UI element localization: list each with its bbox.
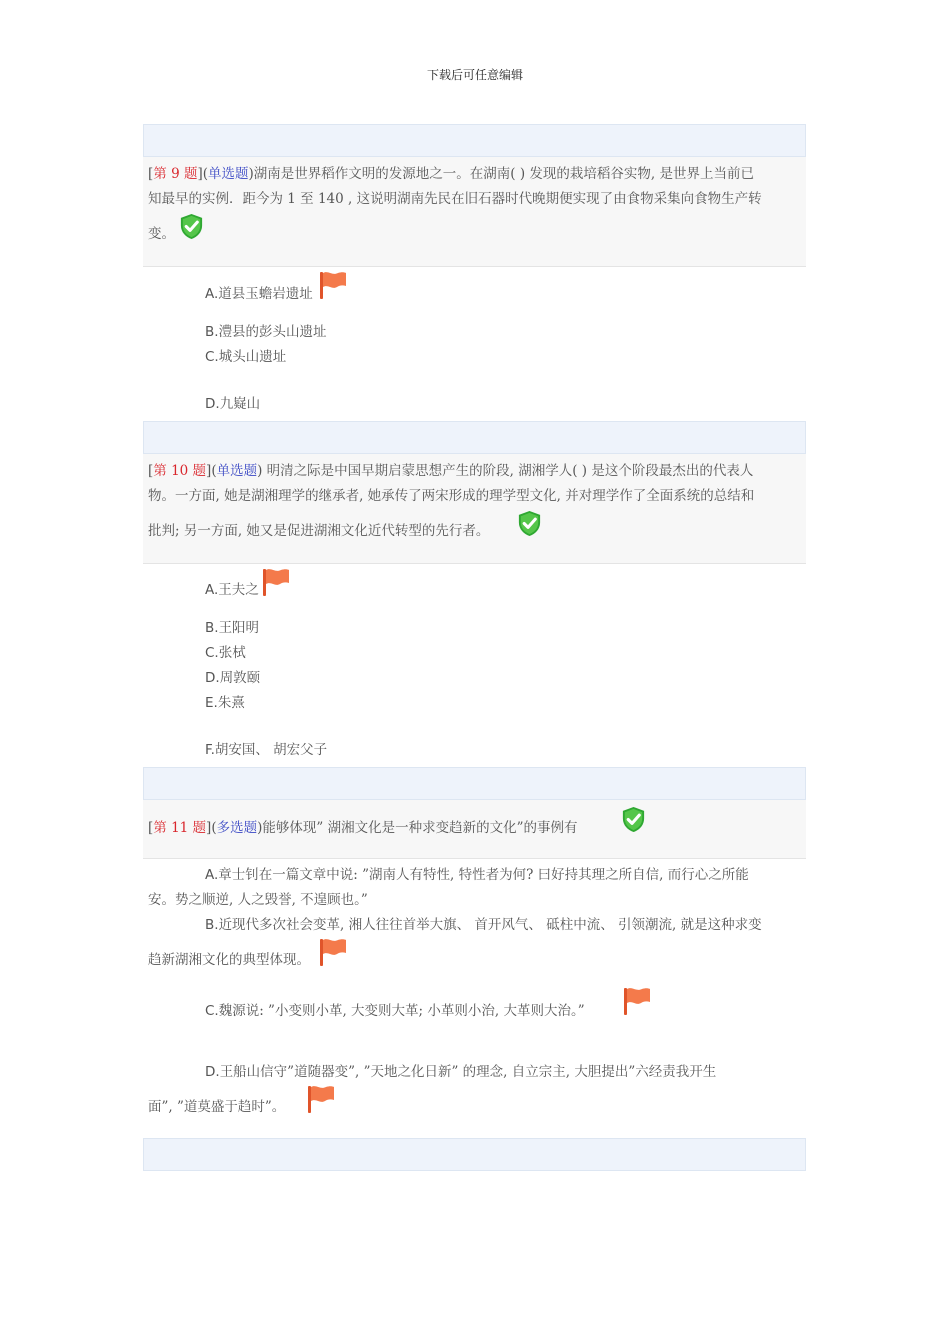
option-b[interactable] xyxy=(205,618,259,638)
bracket: ) xyxy=(257,463,263,479)
bracket: [ xyxy=(148,820,154,836)
option-text: 王夫之 xyxy=(218,582,259,598)
question-type: 多选题 xyxy=(216,820,258,836)
flag-icon xyxy=(306,1084,336,1114)
option-letter: D. xyxy=(205,670,220,686)
option-d[interactable] xyxy=(148,1060,803,1120)
question-line: 能够体现” 湖湘文化是一种求变趋新的文化”的事例有 xyxy=(262,820,578,836)
option-b[interactable] xyxy=(148,913,803,973)
check-shield-icon xyxy=(620,806,647,833)
option-text: 魏源说: ”小变则小革, 大变则大革; 小革则小治, 大革则大治。” xyxy=(218,1003,585,1019)
option-text: 城头山遗址 xyxy=(218,349,287,365)
option-a[interactable] xyxy=(205,284,313,304)
section-band xyxy=(143,421,806,454)
question-line: 物。一方面, 她是湖湘理学的继承者, 她承传了两宋形成的理学型文化, 并对理学作了全面系统的总结和 xyxy=(148,488,755,504)
bracket: ]( xyxy=(197,166,208,182)
bracket: ) xyxy=(257,820,263,836)
question-9-text xyxy=(148,162,798,247)
option-a[interactable] xyxy=(205,580,259,600)
option-letter: B. xyxy=(205,324,219,340)
option-c[interactable] xyxy=(148,999,803,1024)
check-shield-icon xyxy=(516,510,543,537)
flag-icon xyxy=(318,270,348,300)
option-text: 王阳明 xyxy=(218,620,260,636)
option-letter: C. xyxy=(205,1003,219,1019)
option-letter: C. xyxy=(205,349,219,365)
page-header: 下载后可任意编辑 xyxy=(426,68,523,82)
option-text: 澧县的彭头山遗址 xyxy=(218,324,327,340)
option-letter: F. xyxy=(205,742,215,758)
question-line: 明清之际是中国早期启蒙思想产生的阶段, 湖湘学人( ) 是这个阶段最杰出的代表人 xyxy=(262,463,754,479)
section-band xyxy=(143,767,806,800)
flag-icon xyxy=(622,986,652,1016)
question-number: 第 9 题 xyxy=(153,166,198,182)
question-number: 第 10 题 xyxy=(153,463,207,479)
option-text: 九嶷山 xyxy=(219,396,261,412)
question-type: 单选题 xyxy=(216,463,258,479)
option-letter: D. xyxy=(205,396,220,412)
bracket: ]( xyxy=(206,463,217,479)
option-c[interactable] xyxy=(205,347,286,367)
section-band xyxy=(143,124,806,157)
option-text: 趋新湖湘文化的典型体现。 xyxy=(148,952,310,968)
option-text: 道县玉蟾岩遗址 xyxy=(218,286,313,302)
check-shield-icon xyxy=(178,213,205,240)
option-text: 周敦颐 xyxy=(219,670,261,686)
option-letter: B. xyxy=(205,917,219,933)
question-10-text xyxy=(148,459,798,544)
flag-icon xyxy=(261,567,291,597)
option-text: 胡安国、 胡宏父子 xyxy=(214,742,328,758)
flag-icon xyxy=(318,937,348,967)
bracket: [ xyxy=(148,463,154,479)
option-text: 章士钊在一篇文章中说: ”湖南人有特性, 特性者为何? 曰好持其理之所自信, 而行心之所能 xyxy=(218,867,749,883)
option-d[interactable] xyxy=(205,394,260,414)
bracket: [ xyxy=(148,166,154,182)
question-number: 第 11 题 xyxy=(153,820,207,836)
option-a[interactable] xyxy=(148,863,803,913)
option-d[interactable] xyxy=(205,668,260,688)
option-text: 安。势之顺逆, 人之毁誉, 不遑顾也。” xyxy=(148,892,368,908)
question-11-text xyxy=(148,816,798,841)
option-letter: D. xyxy=(205,1064,220,1080)
bracket: ) xyxy=(248,166,254,182)
question-line: 批判; 另一方面, 她又是促进湖湘文化近代转型的先行者。 xyxy=(148,523,490,539)
option-e[interactable] xyxy=(205,693,245,713)
bracket: ]( xyxy=(206,820,217,836)
option-f[interactable] xyxy=(205,740,327,760)
option-letter: A. xyxy=(205,867,219,883)
option-text: 近现代多次社会变革, 湘人往往首举大旗、 首开风气、 砥柱中流、 引领潮流, 就是这种求变 xyxy=(218,917,762,933)
option-text: 面”, ”道莫盛于趋时”。 xyxy=(148,1099,286,1115)
option-b[interactable] xyxy=(205,322,327,342)
question-line: 变。 xyxy=(148,226,175,242)
option-letter: E. xyxy=(205,695,218,711)
option-letter: C. xyxy=(205,645,219,661)
option-text: 朱熹 xyxy=(217,695,245,711)
section-band xyxy=(143,1138,806,1171)
option-c[interactable] xyxy=(205,643,246,663)
question-line: 知最早的实例．距今为 1 至 140 , 这说明湖南先民在旧石器时代晚期便实现了由食物采集向食物生产转 xyxy=(148,191,762,207)
option-letter: A. xyxy=(205,286,219,302)
question-type: 单选题 xyxy=(208,166,249,182)
question-line: 湖南是世界稻作文明的发源地之一。在湖南( ) 发现的栽培稻谷实物, 是世界上当前已 xyxy=(253,166,754,182)
option-text: 王船山信守”道随器变”, ”天地之化日新” 的理念, 自立宗主, 大胆提出”六经责我开生 xyxy=(219,1064,717,1080)
option-letter: B. xyxy=(205,620,219,636)
option-letter: A. xyxy=(205,582,219,598)
option-text: 张栻 xyxy=(218,645,246,661)
